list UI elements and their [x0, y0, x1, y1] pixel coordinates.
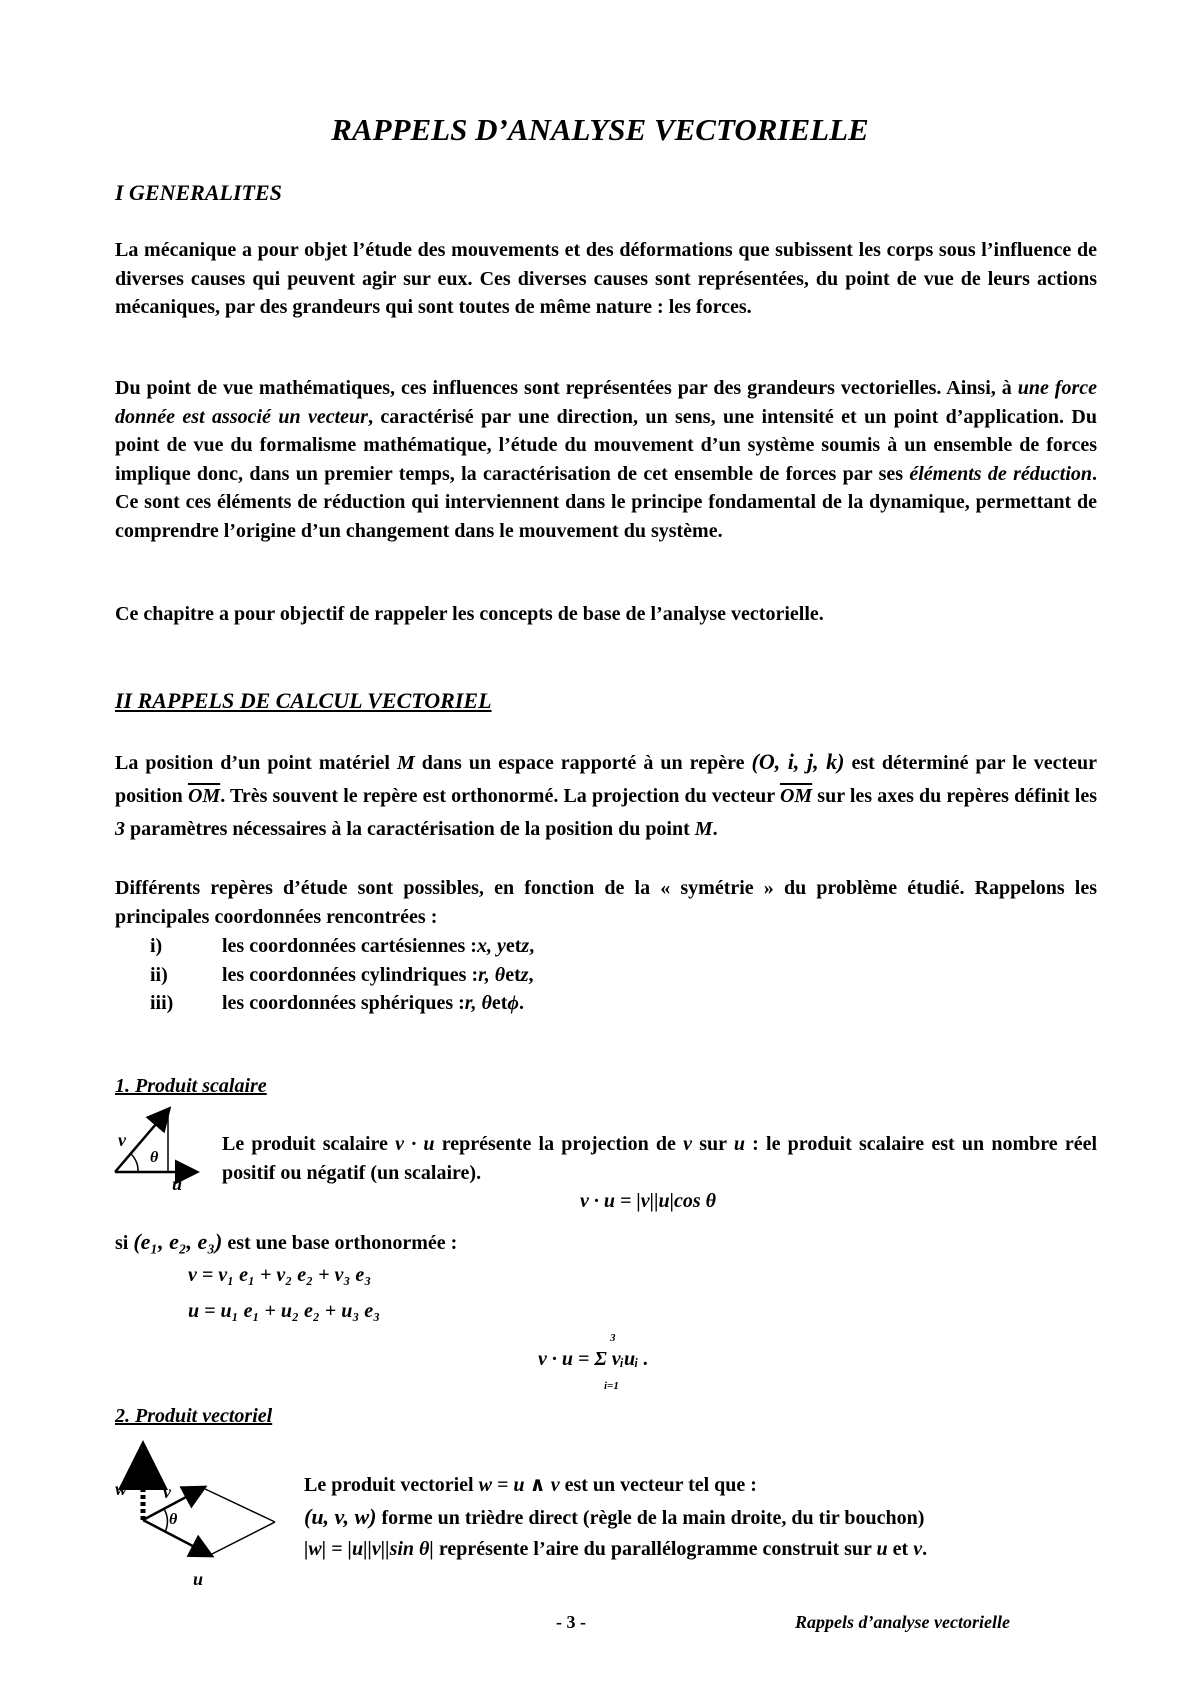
w-label: w: [115, 1479, 128, 1499]
sum-lower-bound: i=1: [604, 1380, 619, 1392]
angle-arc: [131, 1154, 138, 1172]
paragraph-vector-product: Le produit vectoriel w = u ∧ v est un vecteur tel que : (u, v, w) forme un trièdre direct (règle de la main droite, du tir bouchon) |w| = |u||v||sin θ| représente l’aire du parallélogramme construit sur u et v.: [304, 1474, 928, 1560]
angle-arc: [164, 1509, 167, 1532]
list-item: iii) les coordonnées sphériques : r, θ et ϕ .: [150, 992, 524, 1014]
v-label: v: [163, 1482, 171, 1502]
cross-product-diagram: [115, 1440, 295, 1590]
subsection-heading-produit-vectoriel: 2. Produit vectoriel: [115, 1405, 273, 1427]
parallelogram-edge: [203, 1488, 275, 1522]
section-heading-calcul-vectoriel: II RAPPELS DE CALCUL VECTORIEL: [115, 688, 492, 713]
section-heading-generalites: I GENERALITES: [115, 180, 282, 205]
parallelogram-edge: [210, 1522, 275, 1555]
paragraph-position: [115, 745, 1097, 846]
running-title: Rappels d’analyse vectorielle: [795, 1612, 1010, 1632]
paragraph-scalar: [222, 1130, 1097, 1187]
scalar-formula: v · u = |v||u|cos θ: [580, 1190, 717, 1212]
repere-notation: (O, i, j, k): [751, 749, 845, 774]
sum-formula: v · u = Σ vᵢuᵢ .: [538, 1348, 649, 1370]
scalar-product-diagram: [110, 1100, 210, 1190]
coordinate-list: [150, 932, 534, 1018]
basis-line: si (e₁, e₂, e₃) est une base orthonormée :: [115, 1229, 458, 1254]
paragraph-text: La position d’un point matériel M dans un espace rapporté à un repère (O, i, j, k) est déterminé par le vecteur position $\overline{OM}$. Très souvent le repère est orthonormé. La projection du vecteur $\overline{OM}$ sur les axes du repères définit les 3 paramètres nécessaires à la caractérisation de la position du point M.: [115, 749, 1098, 840]
triad-notation: (u, v, w): [304, 1504, 377, 1529]
list-item: i) les coordonnées cartésiennes : x, y et z ,: [150, 935, 535, 957]
theta-label: θ: [169, 1511, 178, 1528]
v-label: v: [118, 1130, 126, 1150]
paragraph-text: La mécanique a pour objet l’étude des mouvements et des déformations que subissent les corps sous l’influence de diverses causes qui peuvent agir sur eux. Ces diverses causes sont représentées, du point de vue de leurs actions mécaniques, par des grandeurs qui sont toutes de même nature : les forces.: [115, 239, 1097, 318]
paragraph-repere: [115, 874, 1097, 931]
paragraph-objective: [115, 600, 1097, 629]
paragraph-text: Ce chapitre a pour objectif de rappeler les concepts de base de l’analyse vectorielle.: [115, 603, 824, 625]
theta-label: θ: [150, 1149, 159, 1166]
paragraph-vectors: [115, 374, 1097, 545]
page-title: RAPPELS D’ANALYSE VECTORIELLE: [331, 112, 869, 147]
v-expansion-formula: v = v₁ e₁ + v₂ e₂ + v₃ e₃: [188, 1264, 372, 1286]
subsection-heading-produit-scalaire: 1. Produit scalaire: [115, 1075, 267, 1097]
paragraph-intro: [115, 236, 1097, 322]
cross-product-formula: w = u ∧ v: [478, 1474, 560, 1496]
sum-upper-bound: 3: [610, 1332, 616, 1344]
om-vector: $\overline{OM}$: [187, 785, 221, 807]
om-vector: $\overline{OM}$: [779, 785, 813, 807]
paragraph-text: Différents repères d’étude sont possibles, en fonction de la « symétrie » du problème étudié. Rappelons les principales coordonnées rencontrées :: [115, 877, 1097, 928]
page-number: - 3 -: [556, 1612, 586, 1632]
norm-formula: |w| = |u||v||sin θ|: [304, 1538, 434, 1560]
basis-notation: (e₁, e₂, e₃): [133, 1229, 223, 1254]
u-label: u: [193, 1569, 204, 1589]
list-item: ii) les coordonnées cylindriques : r, θ et z ,: [150, 963, 534, 986]
u-label: u: [172, 1174, 183, 1190]
paragraph-text: Du point de vue mathématiques, ces influences sont représentées par des grandeurs vectorielles. Ainsi, à une force donnée est associé un vecteur, caractérisé par une direction, un sens, une intensité et un point d’application. Du point de vue du formalisme mathématique, l’étude du mouvement d’un système soumis à un ensemble de forces implique donc, dans un premier temps, la caractérisation de cet ensemble de forces par ses éléments de réduction. Ce sont ces éléments de réduction qui interviennent dans le principe fondamental de la dynamique, permettant de comprendre l’origine d’un changement dans le mouvement du système.: [115, 377, 1097, 542]
u-expansion-formula: u = u₁ e₁ + u₂ e₂ + u₃ e₃: [188, 1300, 381, 1322]
paragraph-text: Le produit scalaire v · u représente la projection de v sur u : le produit scalaire est un nombre réel positif ou négatif (un scalaire).: [222, 1133, 1098, 1184]
